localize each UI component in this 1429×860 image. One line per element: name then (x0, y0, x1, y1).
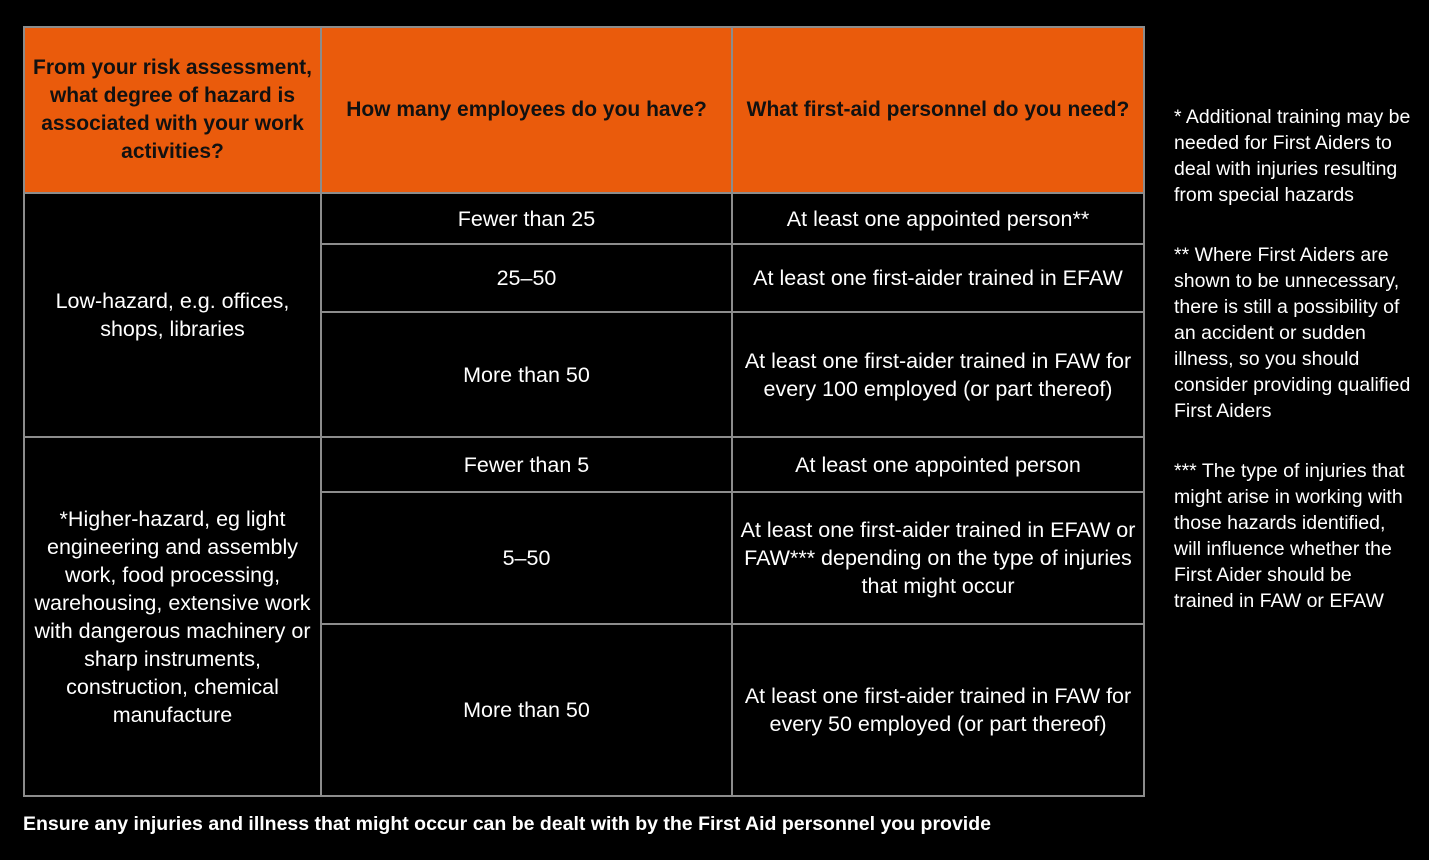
personnel-requirement-cell: At least one appointed person (732, 437, 1144, 492)
employee-count-cell: Fewer than 5 (321, 437, 732, 492)
employee-count-cell: 25–50 (321, 244, 732, 312)
personnel-requirement-cell: At least one first-aider trained in FAW for every 100 employed (or part thereof) (732, 312, 1144, 437)
personnel-requirement-cell: At least one appointed person** (732, 193, 1144, 244)
employee-count-cell: More than 50 (321, 624, 732, 796)
employee-count-cell: Fewer than 25 (321, 193, 732, 244)
table-row (24, 193, 1144, 244)
employee-count-cell: More than 50 (321, 312, 732, 437)
footnote-special-hazards: * Additional training may be needed for First Aiders to deal with injuries resulting from special hazards (1174, 106, 1411, 206)
employee-count-cell: 5–50 (321, 492, 732, 624)
footnote-first-aiders-unnecessary: ** Where First Aiders are shown to be unnecessary, there is still a possibility of an accident or sudden illness, so you should consider providing qualified First Aiders (1174, 244, 1411, 422)
footer-note: Ensure any injuries and illness that might occur can be dealt with by the First Aid personnel you provide (23, 813, 991, 835)
personnel-requirement-cell: At least one first-aider trained in EFAW or FAW*** depending on the type of injuries that might occur (732, 492, 1144, 624)
personnel-requirement-cell: At least one first-aider trained in FAW for every 50 employed (or part thereof) (732, 624, 1144, 796)
header-hazard-degree: From your risk assessment, what degree of hazard is associated with your work activities? (24, 27, 321, 193)
footnote-injury-types: *** The type of injuries that might arise in working with those hazards identified, will influence whether the First Aider should be trained in FAW or EFAW (1174, 460, 1405, 612)
table-header-row (24, 27, 1144, 193)
footnotes-panel (1174, 104, 1414, 648)
hazard-level-higher: *Higher-hazard, eg light engineering and assembly work, food processing, warehousing, extensive work with dangerous machinery or sharp instruments, construction, chemical manufacture (24, 437, 321, 796)
header-first-aid-personnel: What first-aid personnel do you need? (732, 27, 1144, 193)
header-employee-count: How many employees do you have? (321, 27, 732, 193)
personnel-requirement-cell: At least one first-aider trained in EFAW (732, 244, 1144, 312)
hazard-level-low: Low-hazard, e.g. offices, shops, libraries (24, 193, 321, 437)
first-aid-requirements-table (23, 26, 1145, 797)
table-row (24, 437, 1144, 492)
